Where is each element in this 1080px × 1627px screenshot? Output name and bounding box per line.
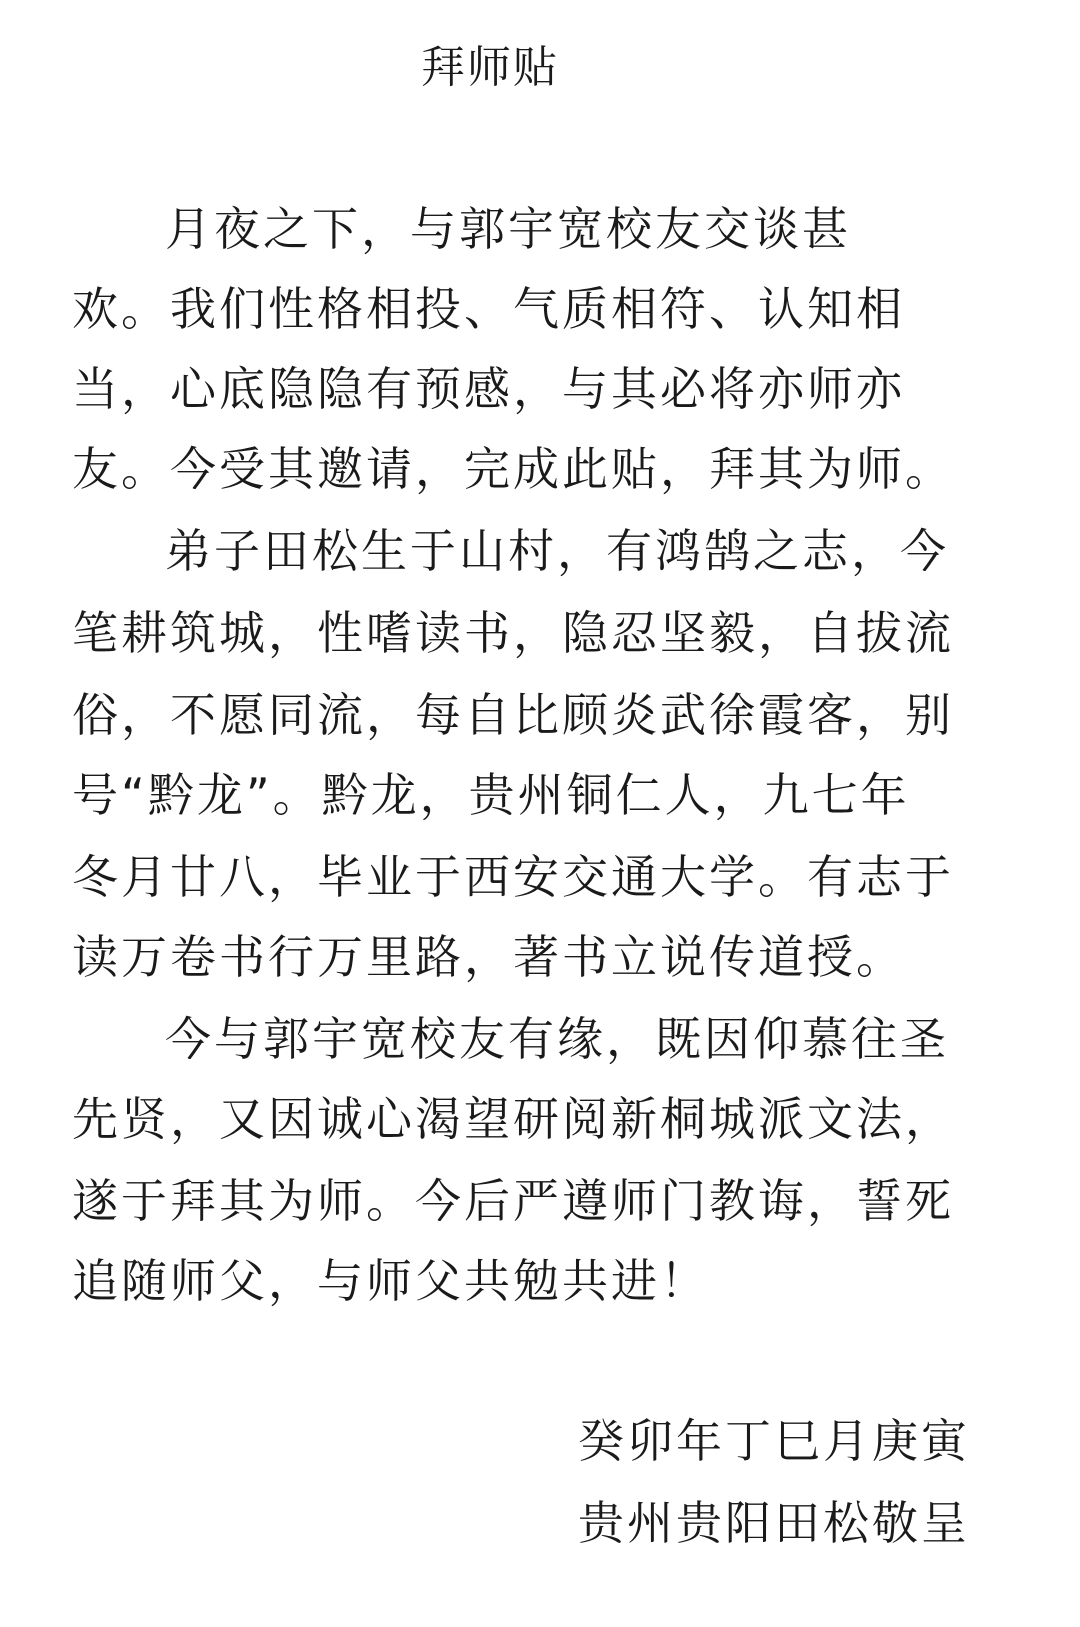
- paragraph-1-line-2: 欢。我们性格相投、气质相符、认知相: [72, 282, 905, 336]
- paragraph-3-line-4: 追随师父，与师父共勉共进！: [72, 1254, 709, 1308]
- paragraph-1-line-1: 月夜之下，与郭宇宽校友交谈甚: [165, 202, 851, 256]
- paragraph-1-line-3: 当，心底隐隐有预感，与其必将亦师亦: [72, 362, 905, 416]
- paragraph-3-line-1: 今与郭宇宽校友有缘，既因仰慕往圣: [165, 1012, 949, 1066]
- paragraph-2-line-6: 读万卷书行万里路，著书立说传道授。: [72, 930, 905, 984]
- document-title: 拜师贴: [421, 42, 559, 93]
- paragraph-3-line-3: 遂于拜其为师。今后严遵师门教诲，誓死: [72, 1174, 954, 1228]
- paragraph-2-line-1: 弟子田松生于山村，有鸿鹄之志，今: [165, 524, 949, 578]
- paragraph-1-line-4: 友。今受其邀请，完成此贴，拜其为师。: [72, 442, 954, 496]
- signature-author: 贵州贵阳田松敬呈: [578, 1496, 970, 1550]
- signature-date: 癸卯年丁巳月庚寅: [578, 1414, 970, 1468]
- paragraph-3-line-2: 先贤，又因诚心渴望研阅新桐城派文法，: [72, 1092, 954, 1146]
- paragraph-2-line-4: 号“黔龙”。黔龙，贵州铜仁人，九七年: [72, 768, 910, 822]
- paragraph-2-line-3: 俗，不愿同流，每自比顾炎武徐霞客，别: [72, 688, 954, 742]
- paragraph-2-line-2: 笔耕筑城，性嗜读书，隐忍坚毅，自拔流: [72, 606, 954, 660]
- paragraph-2-line-5: 冬月廿八，毕业于西安交通大学。有志于: [72, 850, 954, 904]
